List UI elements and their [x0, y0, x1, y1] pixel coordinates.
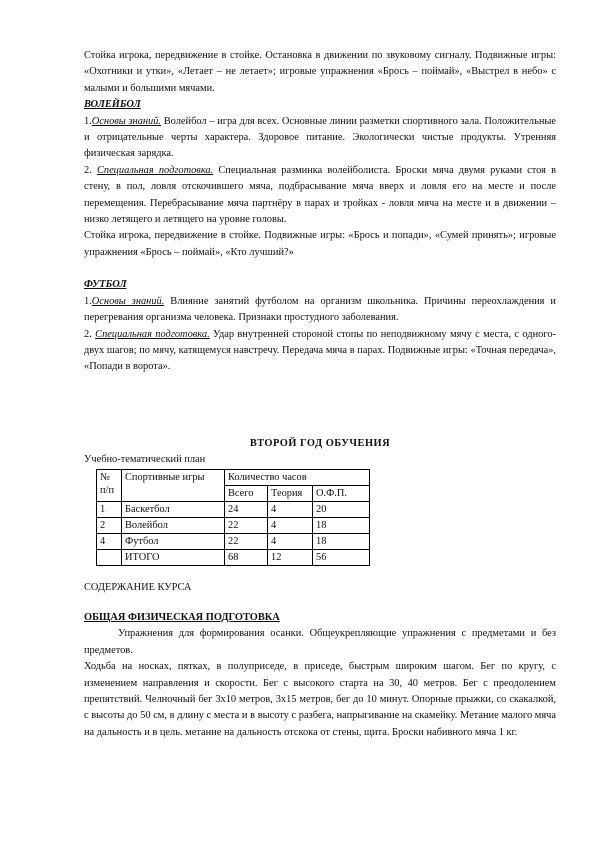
cell: 18 [313, 517, 370, 533]
cell: 22 [225, 533, 268, 549]
paragraph: Стойка игрока, передвижение в стойке. Подвижные игры: «Брось и попади», «Сумей принять»; игровые упражнения «Брось – поймай», «Кто лучший?» [84, 230, 556, 258]
section-heading-volleyball: ВОЛЕЙБОЛ [84, 99, 141, 111]
section-heading-ofp: ОБЩАЯ ФИЗИЧЕСКАЯ ПОДГОТОВКА [84, 611, 280, 623]
cell: 18 [313, 533, 370, 549]
paragraph: 1.Основы знаний. Волейбол – игра для всех. Основные линии разметки спортивного зала. Положительные и отрицательные черты характера. Здоровое питание. Экологически чистые продукты. Утренняя физическая зарядка. [84, 115, 556, 160]
study-plan-table [96, 469, 370, 566]
table-row [97, 517, 370, 533]
cell: Футбол [122, 533, 225, 549]
cell: 4 [268, 501, 313, 517]
table-header-row [97, 469, 370, 485]
paragraph: Упражнения для формирования осанки. Общеукрепляющие упражнения с предметами и без предметов. [84, 628, 556, 656]
cell: 22 [225, 517, 268, 533]
header-hours: Количество часов [225, 469, 370, 485]
paragraph: 2. Специальная подготовка. Специальная разминка волейболиста. Броски мяча двумя руками стоя в стену, в пол, ловля отскочившего мяча, подбрасывание мяча вверх и ловля его на месте и после перемещения. Перебрасывание мяча партнёру в парах и тройках - ловля мяча на месте и в движении – низко летящего и летящего на уровне головы. [84, 164, 556, 226]
italic-term: Основы знаний. [91, 295, 165, 307]
second-year-title: ВТОРОЙ ГОД ОБУЧЕНИЯ [249, 437, 391, 449]
paragraph: 2. Специальная подготовка. Удар внутренней стороной стопы по неподвижному мячу с места, с одного-двух шагов; по мячу, катящемуся навстречу. Передача мяча в парах. Подвижные игры: «Точная передача», «Попади в ворота». [84, 328, 556, 373]
table-row [97, 549, 370, 565]
table-row [97, 533, 370, 549]
header-total: Всего [225, 485, 268, 501]
plan-label: Учебно-тематический план [84, 454, 206, 466]
cell: 24 [225, 501, 268, 517]
cell: Волейбол [122, 517, 225, 533]
paragraph: Ходьба на носках, пятках, в полуприседе, в приседе, быстрым широким шагом. Бег по кругу, с изменением направления и скорости. Бег с высокого старта на 30, 40 метров. Бег с преодолением препятствий. Челночный бег 3х10 метров, 3х15 метров, бег до 10 минут. Опорные прыжки, со скакалкой, с высоты до 50 см, в длину с места и в высоту с разбега, напрыгивание на скамейку. Метание малого мяча на дальность и в цель. метание на дальность отскока от стены, щита. Броски набивного мяча 1 кг. [84, 661, 556, 738]
cell: 4 [268, 517, 313, 533]
italic-term: Специальная подготовка. [95, 328, 210, 340]
header-games: Спортивные игры [122, 469, 225, 501]
table-row [97, 501, 370, 517]
section-heading-football: ФУТБОЛ [84, 279, 127, 291]
paragraph: Стойка игрока, передвижение в стойке. Остановка в движении по звуковому сигналу. Подвижные игры: «Охотники и утки», «Летает – не летает»; игровые упражнения «Брось – поймай», «Выстрел в небо» с малыми и большими мячами. [84, 50, 556, 94]
cell: 12 [268, 549, 313, 565]
header-num: № п/п [97, 469, 122, 501]
header-theory: Теория [268, 485, 313, 501]
italic-term: Специальная подготовка. [96, 164, 214, 176]
cell: 4 [97, 533, 122, 549]
document-page [84, 48, 556, 741]
cell: Баскетбол [122, 501, 225, 517]
header-ofp: О.Ф.П. [313, 485, 370, 501]
cell: ИТОГО [122, 549, 225, 565]
content-title: СОДЕРЖАНИЕ КУРСА [84, 581, 192, 593]
cell: 2 [97, 517, 122, 533]
italic-term: Основы знаний. [91, 115, 162, 127]
cell: 20 [313, 501, 370, 517]
paragraph: 1.Основы знаний. Влияние занятий футболом на организм школьника. Причины переохлаждения и перегревания организма человека. Признаки простудного заболевания. [84, 295, 556, 324]
cell: 56 [313, 549, 370, 565]
cell: 68 [225, 549, 268, 565]
cell: 4 [268, 533, 313, 549]
cell [97, 549, 122, 565]
cell: 1 [97, 501, 122, 517]
